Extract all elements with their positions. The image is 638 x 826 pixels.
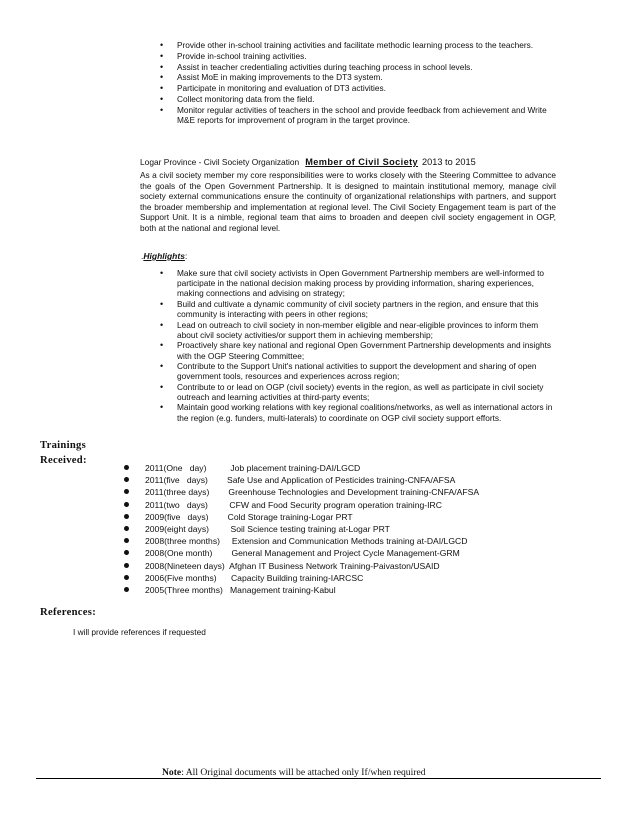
list-item: • Maintain good working relations with key regional coalitions/networks, as well as international actors in the region (e.g. funders, multi-laterals) to coordinate on OGP civil society support efforts. (160, 402, 560, 422)
bullet-icon (124, 514, 129, 519)
highlights-list (160, 268, 560, 423)
bullet-icon (124, 563, 129, 568)
list-item: • Provide in-school training activities. (160, 51, 555, 61)
highlights-label: .Highlights: (141, 251, 188, 261)
list-item: • Collect monitoring data from the field. (160, 94, 555, 104)
bullet-icon (124, 489, 129, 494)
bullet-icon (124, 575, 129, 580)
job-role: Member of Civil Society (305, 157, 419, 167)
list-item: • Assist in teacher credentialing activities during teaching process in school levels. (160, 62, 555, 72)
list-item: • Contribute to or lead on OGP (civil society) events in the region, as well as participate in civil society outreach and learning activities at third-party events; (160, 382, 560, 402)
trainings-title: Trainings (40, 440, 87, 451)
bullet-icon (124, 526, 129, 531)
list-item: • Contribute to the Support Unit's national activities to support the development and sharing of open government tools, resources and experiences across region; (160, 361, 560, 381)
list-item: • Lead on outreach to civil society in non-member eligible and near-eligible provinces to inform them about civil society activities/or support them in achieving membership; (160, 320, 560, 340)
references-text: I will provide references if requested (73, 627, 206, 637)
list-item: • Monitor regular activities of teachers in the school and provide feedback from achievement and Write M&E reports for improvement of program in the target province. (160, 105, 555, 125)
bullet-icon (124, 465, 129, 470)
references-title: References: (40, 607, 97, 618)
bullet-icon (124, 502, 129, 507)
job-description: As a civil society member my core responsibilities were to works closely with the Steering Committee to advance the goals of the Open Government Partnership. It is designed to maintain institutional memory, manage civil society external communications ensure the continuity of organizational relationships with partners, and support the broader membership and implementation at regional level. The Civil Society Engagement team is part of the Support Unit. It is a nimble, regional team that aims to broaden and deepen civil society engagement in OGP, both at the national and regional level. (140, 170, 556, 233)
received-title: Received: (40, 455, 87, 466)
bullet-icon (124, 477, 129, 482)
organization-name: Logar Province - Civil Society Organization (140, 157, 300, 167)
list-item: • Proactively share key national and regional Open Government Partnership developments and insights with the OGP Steering Committee; (160, 340, 560, 360)
job-years: 2013 to 2015 (422, 157, 476, 167)
bullet-icon (124, 587, 129, 592)
bullet-icon (124, 538, 129, 543)
highlights-heading: Highlights (143, 251, 185, 261)
job-heading (140, 157, 476, 167)
bullet-icon (124, 550, 129, 555)
responsibilities-list (160, 40, 555, 126)
footer-divider (36, 778, 601, 779)
list-item: • Provide other in-school training activities and facilitate methodic learning process to the teachers. (160, 40, 555, 50)
list-item: • Assist MoE in making improvements to the DT3 system. (160, 72, 555, 82)
list-item: • Build and cultivate a dynamic community of civil society partners in the region, and ensure that this community is interacting with peers in other regions; (160, 299, 560, 319)
list-item: • Participate in monitoring and evaluation of DT3 activities. (160, 83, 555, 93)
list-item: • Make sure that civil society activists in Open Government Partnership members are well-informed to participate in the national decision making process by providing information, sharing experiences, making connections and advising on strategy; (160, 268, 560, 299)
footer-note: Note: All Original documents will be attached only If/when required (162, 767, 426, 778)
